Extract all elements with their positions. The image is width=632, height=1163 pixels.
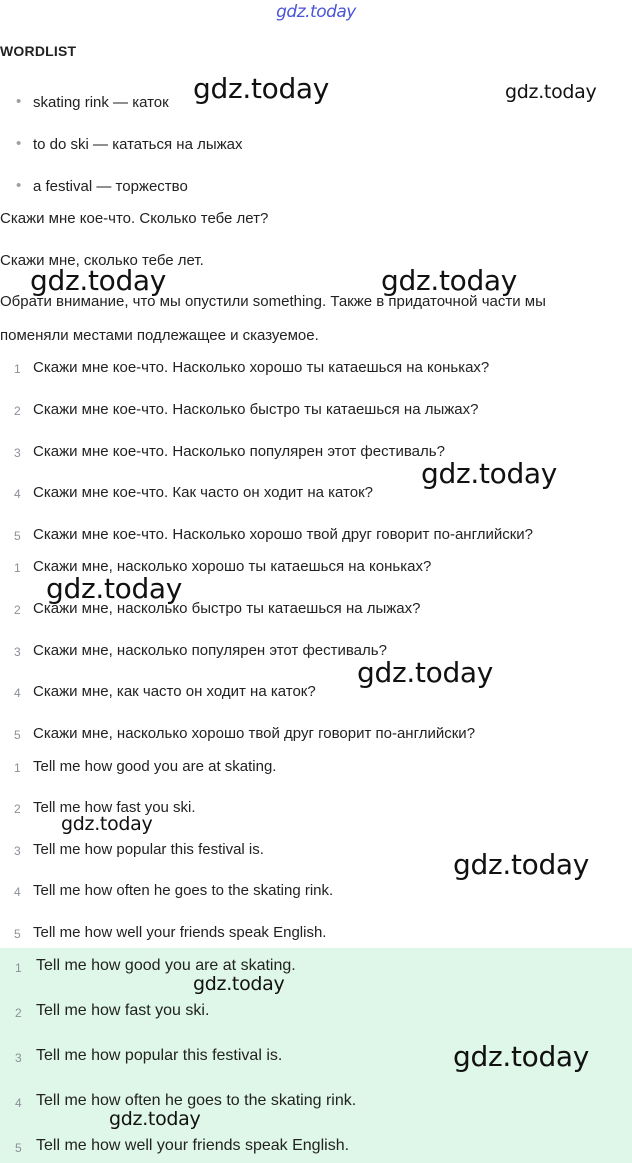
- item-number: 4: [14, 885, 21, 899]
- watermark: gdz.today: [46, 572, 183, 605]
- bullet-icon: •: [16, 177, 22, 194]
- answer-number: 4: [15, 1096, 22, 1110]
- item-number: 4: [14, 487, 21, 501]
- watermark: gdz.today: [193, 72, 330, 105]
- watermark: gdz.today: [453, 848, 590, 881]
- item-number: 5: [14, 927, 21, 941]
- wordlist-item: a festival — торжество: [33, 178, 188, 195]
- item-number: 1: [14, 362, 21, 376]
- explanation-line: поменяли местами подлежащее и сказуемое.: [0, 327, 319, 344]
- explanation-line: Обрати внимание, что мы опустили something. Также в придаточной части мы: [0, 293, 546, 310]
- item-number: 3: [14, 844, 21, 858]
- item-number: 3: [14, 446, 21, 460]
- site-logo[interactable]: gdz.today: [276, 2, 356, 22]
- list-item: Скажи мне, насколько популярен этот фестиваль?: [33, 642, 387, 659]
- list-item: Скажи мне, как часто он ходит на каток?: [33, 683, 316, 700]
- answer-number: 3: [15, 1051, 22, 1065]
- list-item: Tell me how often he goes to the skating rink.: [33, 882, 334, 899]
- answer-number: 2: [15, 1006, 22, 1020]
- list-item: Скажи мне кое-что. Насколько популярен этот фестиваль?: [33, 443, 445, 460]
- list-item: Скажи мне кое-что. Насколько хорошо ты катаешься на коньках?: [33, 359, 490, 376]
- watermark: gdz.today: [30, 264, 167, 297]
- answer-number: 5: [15, 1141, 22, 1155]
- bullet-icon: •: [16, 135, 22, 152]
- watermark: gdz.today: [109, 1108, 201, 1130]
- answer-item: Tell me how well your friends speak English.: [36, 1137, 350, 1154]
- list-item: Скажи мне, насколько хорошо твой друг говорит по-английски?: [33, 725, 476, 742]
- answer-item: Tell me how fast you ski.: [36, 1002, 210, 1019]
- bullet-icon: •: [16, 93, 22, 110]
- item-number: 2: [14, 404, 21, 418]
- wordlist-heading: WORDLIST: [0, 43, 77, 59]
- watermark: gdz.today: [61, 813, 153, 835]
- list-item: Скажи мне, насколько быстро ты катаешься на лыжах?: [33, 600, 421, 617]
- wordlist-item: skating rink — каток: [33, 94, 169, 111]
- item-number: 3: [14, 645, 21, 659]
- list-item: Скажи мне кое-что. Как часто он ходит на каток?: [33, 484, 373, 501]
- item-number: 2: [14, 802, 21, 816]
- list-item: Tell me how fast you ski.: [33, 799, 196, 816]
- item-number: 1: [14, 561, 21, 575]
- list-item: Скажи мне, насколько хорошо ты катаешься на коньках?: [33, 558, 432, 575]
- item-number: 1: [14, 761, 21, 775]
- answer-item: Tell me how good you are at skating.: [36, 957, 296, 974]
- list-item: Tell me how well your friends speak English.: [33, 924, 327, 941]
- list-item: Tell me how good you are at skating.: [33, 758, 277, 775]
- list-item: Tell me how popular this festival is.: [33, 841, 264, 858]
- item-number: 5: [14, 728, 21, 742]
- watermark: gdz.today: [357, 656, 494, 689]
- wordlist-item: to do ski — кататься на лыжах: [33, 136, 243, 153]
- answer-number: 1: [15, 961, 22, 975]
- answer-item: Tell me how popular this festival is.: [36, 1047, 283, 1064]
- explanation-line: Скажи мне, сколько тебе лет.: [0, 252, 204, 269]
- item-number: 4: [14, 686, 21, 700]
- watermark: gdz.today: [453, 1040, 590, 1073]
- list-item: Скажи мне кое-что. Насколько хорошо твой друг говорит по-английски?: [33, 526, 534, 543]
- watermark: gdz.today: [421, 457, 558, 490]
- answer-item: Tell me how often he goes to the skating rink.: [36, 1092, 357, 1109]
- item-number: 2: [14, 603, 21, 617]
- watermark: gdz.today: [381, 264, 518, 297]
- watermark: gdz.today: [193, 973, 285, 995]
- watermark: gdz.today: [505, 81, 597, 103]
- list-item: Скажи мне кое-что. Насколько быстро ты катаешься на лыжах?: [33, 401, 479, 418]
- explanation-line: Скажи мне кое-что. Сколько тебе лет?: [0, 210, 269, 227]
- item-number: 5: [14, 529, 21, 543]
